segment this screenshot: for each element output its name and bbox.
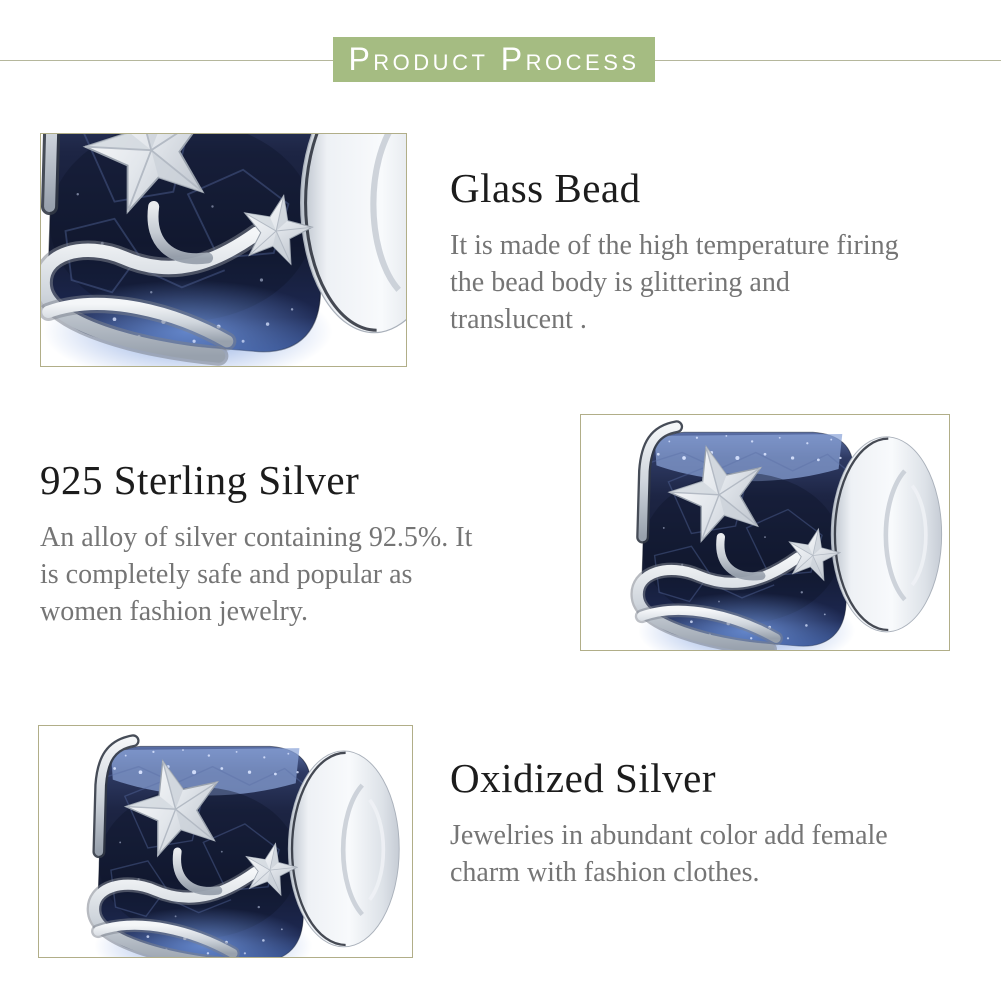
page-title: Product Process [348, 40, 640, 77]
glass-bead-full-image-2 [39, 726, 412, 957]
section-glass-bead [450, 164, 980, 338]
glass-bead-closeup-image [41, 134, 406, 366]
section-title-banner [333, 37, 655, 82]
body-line: It is made of the high temperature firing [450, 230, 899, 261]
section-body-glass-bead [450, 227, 980, 338]
product-photo-glass-bead-closeup [40, 133, 407, 367]
body-line: translucent . [450, 304, 587, 335]
product-photo-glass-bead-full [580, 414, 950, 651]
section-body-sterling-silver [40, 519, 560, 630]
body-line: charm with fashion clothes. [450, 857, 760, 888]
section-heading-sterling-silver: 925 Sterling Silver [40, 457, 360, 503]
section-sterling-silver [40, 456, 560, 630]
body-line: An alloy of silver containing 92.5%. It [40, 522, 473, 553]
section-heading-oxidized-silver: Oxidized Silver [450, 755, 716, 801]
product-photo-glass-bead-full-2 [38, 725, 413, 958]
section-oxidized-silver [450, 754, 985, 891]
body-line: is completely safe and popular as [40, 559, 413, 590]
body-line: the bead body is glittering and [450, 267, 790, 298]
section-heading-glass-bead: Glass Bead [450, 165, 641, 211]
body-line: Jewelries in abundant color add female [450, 820, 888, 851]
body-line: women fashion jewelry. [40, 596, 308, 627]
section-body-oxidized-silver [450, 817, 985, 891]
glass-bead-full-image [581, 415, 949, 650]
